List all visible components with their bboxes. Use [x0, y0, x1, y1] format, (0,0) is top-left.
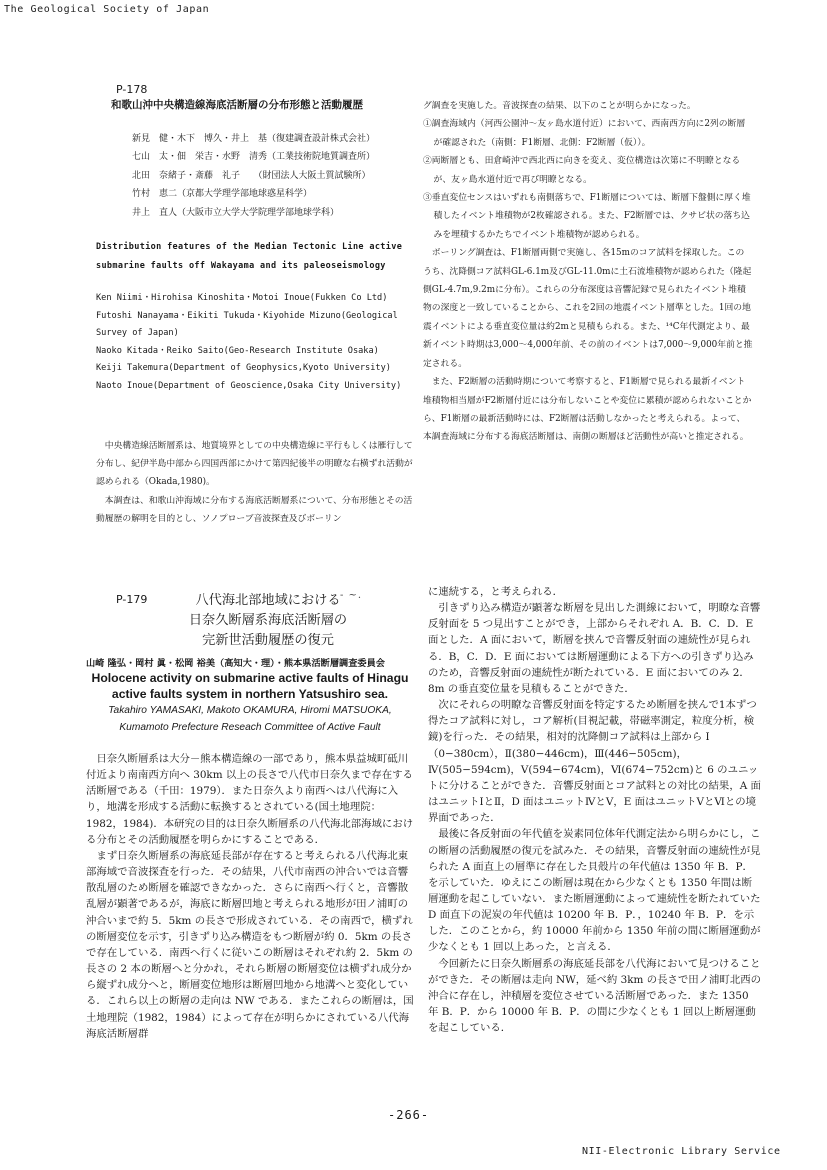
society-header: The Geological Society of Japan — [4, 4, 210, 15]
author-line: 七山 太・佃 栄吉・水野 清秀（工業技術院地質調査所） — [132, 152, 376, 163]
title-line: 日奈久断層系海底活断層の — [188, 613, 348, 628]
abstract-number-p179: P-179 — [116, 593, 148, 606]
finding-item: ③垂直変位センスはいずれも南側落ちで、F1断層については、断層下盤側に厚く堆積したイベント堆積物が2枚確認される。また、F2断層では、クサビ状の落ち込みを埋積するかたちでイベント堆積物が認められる。 — [423, 193, 751, 240]
author-en-line: Naoto Inoue(Department of Geoscience,Osaka City University) — [96, 380, 402, 391]
english-title-line: active faults system in northern Yatsushiro sea. — [111, 687, 389, 701]
paragraph: 日奈久断層系は大分－熊本構造線の一部であり，熊本県益城町砥川付近より南南西方向へ 30km 以上の長さで八代市日奈久まで存在する活断層である（千田：1979）．また日奈久より南西へは八代海に入り，地溝を形成する活動に転換するとされている(国土地理院：1982，1984)．本研究の目的は日奈久断層系の八代海北部海域における分布とその活動履歴を明らかにすることである． — [86, 753, 414, 846]
finding-item: ②両断層とも、田倉崎沖で西北西に向きを変え、変位構造は次第に不明瞭となるが、友ヶ島水道付近で再び明瞭となる。 — [423, 156, 741, 185]
paragraph: に連続する，と考えられる． — [428, 586, 564, 598]
authors-ja-p178 — [132, 130, 375, 222]
english-title-p179 — [86, 670, 414, 702]
library-footer: NII-Electronic Library Service — [582, 1146, 781, 1157]
page-number: -266- — [388, 1108, 430, 1122]
paragraph: グ調査を実施した。音波探査の結果、以下のことが明らかになった。 — [423, 101, 696, 111]
body-left-p179 — [86, 751, 414, 1042]
authors-en-p179 — [86, 703, 414, 736]
authors-ja-p179: 山崎 隆弘・岡村 眞・松岡 裕美（高知大・理）・熊本県活断層調査委員会 — [86, 658, 385, 669]
author-line: 井上 直人（大阪市立大学大学院理学部地球学科） — [132, 207, 340, 218]
author-en-line: Futoshi Nanayama・Eikiti Tukuda・Kiyohide Mizuno(Geological — [96, 310, 398, 321]
paragraph: まず日奈久断層系の海底延長部が存在すると考えられる八代海北東部海域で音波探査を行った．その結果，八代市南西の沖合いでは音響散乱層のため断層を確認できなかった．さらに南西へ行くと，音響散乱層が顕著であるが，海底に断層凹地と考えられる地形が田ノ浦町の沖合いまで約 5．5km の長さで形成されている．その南西で，横ずれの断層変位を示す，引きずり込み構造をもつ断層が約 0．5km の長さで存在している．南西へ行くに従いこの断層はそれぞれ約 2．5km の長さの 2 本の断層へと分かれ，それら断層の断層変位は横ずれ成分から縦ずれ成分へと，断層変位地形は断層凹地から地溝へと変化している．これら以上の断層の走向は NW である．またこれらの断層は，国土地理院（1982，1984）によって存在が明らかにされている八代海海底活断層群 — [86, 849, 414, 1040]
paragraph: また、F2断層の活動時期について考察すると、F1断層で見られる最新イベント堆積物相当層がF2断層付近には分布しないことや変位に累積が認められないことから、F1断層の最新活動時には、F2断層は活動しなかったと考えられる。よって、本調査海域に分布する海底活断層は、南側の断層ほど活動性が高いと推定される。 — [423, 377, 752, 443]
body-right-p178 — [423, 97, 753, 447]
paragraph: 次にそれらの明瞭な音響反射面を特定するため断層を挟んで1本ずつ得たコア試料に対し，コア解析(目視記載，帯磁率測定，粒度分析，検鏡)を行った．その結果，相対的沈降側コア試料は上部から Ⅰ（0−380cm），Ⅱ(380−446cm)，Ⅲ(446−505cm)，Ⅳ(505−594cm)，Ⅴ(594−674cm)，Ⅵ(674−752cm)と 6 のユニットに分けることができた．音響反射面とコア試料との対比の結果，A 面はユニットⅠとⅡ，D 面はユニットⅣとⅤ，E 面はユニットⅤとⅥとの境界面であった． — [428, 699, 761, 825]
abstract-number-p178: P-178 — [116, 83, 148, 96]
author-line: 竹村 恵二（京都大学理学部地球惑星科学） — [132, 189, 313, 200]
paragraph: 中央構造線活断層系は、地質境界としての中央構造線に平行もしくは雁行して分布し、紀伊半島中部から四国西部にかけて第四紀後半の明瞭な右横ずれ活動が認められる（Okada,1980)。 — [96, 441, 413, 488]
margin-mark: - ~. — [340, 590, 363, 601]
author-en-line: Keiji Takemura(Department of Geophysics,Kyoto University) — [96, 363, 391, 374]
author-line: 北田 奈緒子・斎藤 礼子 （財団法人大阪土質試験所） — [132, 170, 371, 181]
english-title-p178 — [96, 238, 402, 276]
paragraph: ボーリング調査は、F1断層両側で実施し、各15mのコア試料を採取した。このうち、沈降側コア試料GL-6.1m及びGL-11.0mに土石流堆積物が認められた（隆起側GL-4.7m,9.2mに分布）。これらの分布深度は音響記録で見られたイベント堆積物の深度と一致していることから、これを2回の地震イベント層準とした。1回の地震イベントによる垂直変位量は約2mと見積もられる。また、¹⁴C年代測定より、最新イベント時期は3,000～4,000年前、その前のイベントは7,000～9,000年前と推定される。 — [423, 248, 753, 369]
paragraph: 本調査は、和歌山沖海域に分布する海底活断層系について、分布形態とその活動履歴の解明を目的とし、ソノプローブ音波探査及びボーリン — [96, 495, 413, 524]
author-en-line: Takahiro YAMASAKI, Makoto OKAMURA, Hiromi MATSUOKA, — [108, 705, 392, 716]
author-en-line: Survey of Japan) — [96, 328, 179, 339]
abstract-title-p178: 和歌山沖中央構造線海底活断層の分布形態と活動履歴 — [111, 99, 363, 111]
paragraph: 引きずり込み構造が顕著な断層を見出した測線において，明瞭な音響反射面を 5 つ見出すことができ，上部からそれぞれ A．B．C．D．E 面とした．A 面において，断層を挟んで音響反射面の連続性が見られる．B，C．D．E 面においては断層運動による下方への引きずり込みのため，音響反射面の連続性が断たれている．E 面においてのみ 2．8m の垂直変位量を見積もることができた． — [428, 602, 761, 695]
finding-item: ①調査海域内（河西公園沖～友ヶ島水道付近）において、西南西方向に2列の断層が確認された（南側：F1断層、北側：F2断層（仮））。 — [423, 119, 746, 148]
body-left-p178 — [96, 437, 418, 528]
title-line: 八代海北部地域における — [195, 593, 341, 608]
body-right-p179 — [428, 584, 762, 1036]
author-en-line: Kumamoto Prefecture Reseach Committee of Active Fault — [119, 721, 381, 733]
author-line: 新見 健・木下 博久・井上 基（復建調査設計株式会社） — [132, 134, 376, 144]
paragraph: 最後に各反射面の年代値を炭素同位体年代測定法から明らかにし，この断層の活動履歴の復元を試みた．その結果，音響反射面の連続性が見られた A 面直上の層準に存在した貝殻片の年代値は 1350 年 B．P．を示していた．ゆえにこの断層は現在から少なくとも 1350 年間は断層運動を起こしていない．また断層運動によって連続性を断たれていた D 面直下の泥炭の年代値は 10200 年 B．P．，10240 年 B．P．を示した．このことから，約 10000 年前から 1350 年前の間に断層運動が少なくとも 1 回以上あった，と言える． — [428, 828, 761, 954]
title-line: 完新世活動履歴の復元 — [202, 633, 334, 648]
author-en-line: Naoko Kitada・Reiko Saito(Geo-Research Institute Osaka) — [96, 345, 379, 356]
authors-en-p178 — [96, 290, 401, 396]
paragraph: 今回新たに日奈久断層系の海底延長部を八代海において見つけることができた．その断層は走向 NW，延べ約 3km の長さで田ノ浦町北西の沖合に存在し，沖積層を変位させている活断層であった．また 1350 年 B．P．から 10000 年 B．P．の間に少なくとも 1 回以上断層運動を起こしている． — [428, 957, 761, 1035]
english-title-line: submarine faults off Wakayama and its paleoseismology — [96, 261, 386, 271]
english-title-line: Distribution features of the Median Tectonic Line active — [96, 242, 403, 252]
author-en-line: Ken Niimi・Hirohisa Kinoshita・Motoi Inoue(Fukken Co Ltd) — [96, 293, 388, 303]
english-title-line: Holocene activity on submarine active faults of Hinagu — [91, 671, 409, 685]
